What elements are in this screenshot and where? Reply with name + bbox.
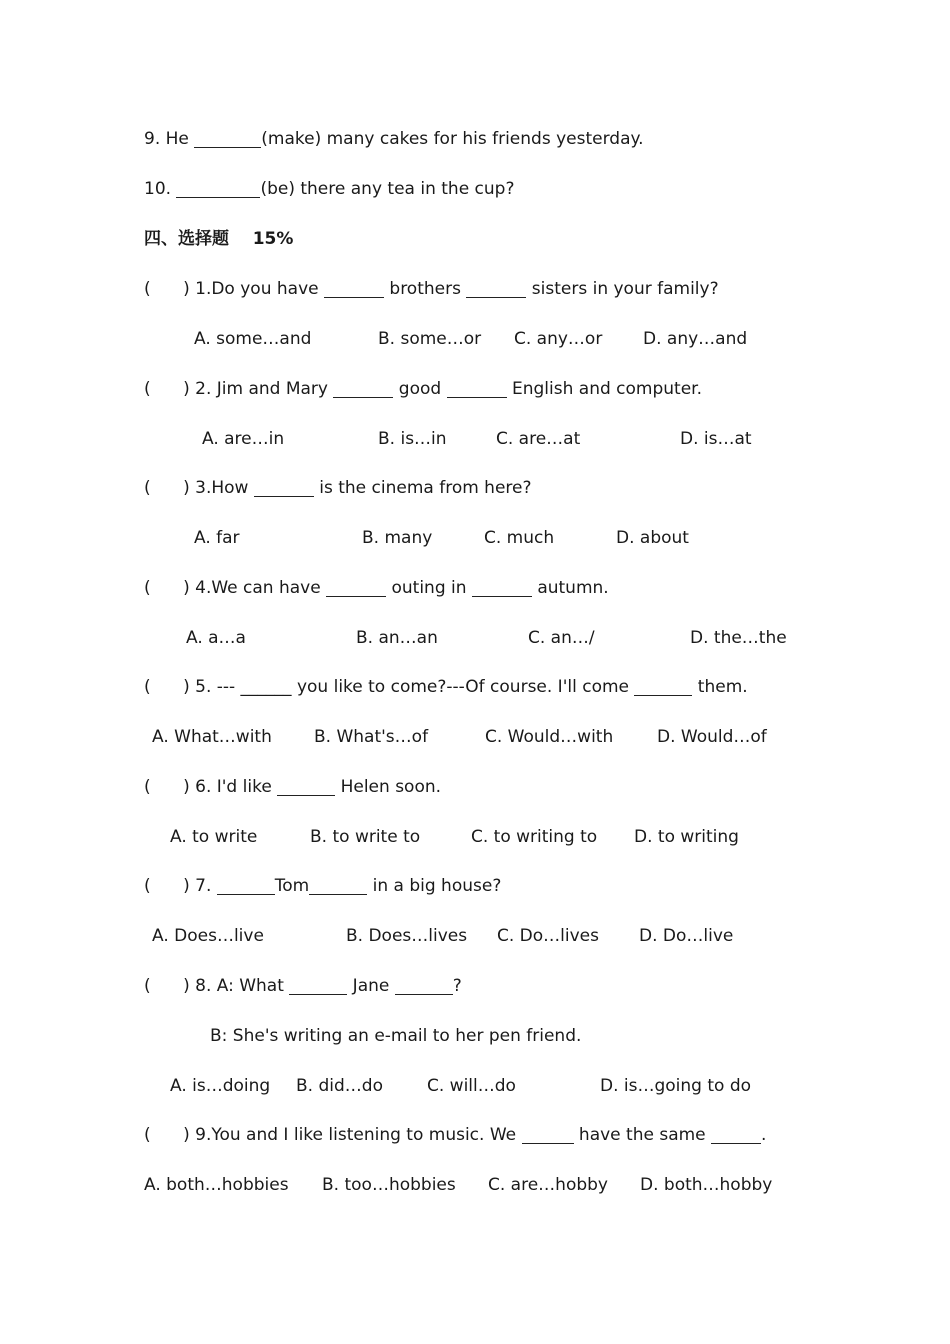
answer-blank[interactable] — [395, 975, 453, 995]
answer-bracket-open: ( — [144, 677, 151, 697]
option-a[interactable]: A. What…with — [152, 727, 272, 747]
fill-line-10 — [144, 178, 515, 200]
option-d[interactable]: D. Do…live — [639, 926, 734, 946]
option-d[interactable]: D. both…hobby — [640, 1175, 773, 1195]
option-a[interactable]: A. Does…live — [152, 926, 264, 946]
section-title: 四、选择题 — [144, 229, 229, 249]
answer-bracket-close: ) — [183, 279, 190, 299]
question-text: Jane — [347, 976, 395, 996]
option-a[interactable]: A. far — [194, 528, 240, 548]
option-b[interactable]: B. What's…of — [314, 727, 429, 747]
option-d[interactable]: D. Would…of — [657, 727, 767, 747]
fill-number: 9. He — [144, 129, 195, 149]
option-a[interactable]: A. both…hobbies — [144, 1175, 289, 1195]
option-b[interactable]: B. is…in — [378, 429, 447, 449]
question-text: 1.Do you have — [195, 279, 324, 299]
question-text: 3.How — [195, 478, 254, 498]
answer-blank[interactable] — [447, 378, 507, 398]
option-c[interactable]: C. are…at — [496, 429, 581, 449]
option-c[interactable]: C. Do…lives — [497, 926, 599, 946]
answer-bracket-open: ( — [144, 777, 151, 797]
question-text: 5. --- ______ you like to come?---Of course. I'll come — [195, 677, 635, 697]
option-d[interactable]: D. the…the — [690, 628, 787, 648]
option-b[interactable]: B. did…do — [296, 1076, 383, 1096]
option-b[interactable]: B. to write to — [310, 827, 421, 847]
answer-bracket-close: ) — [183, 379, 190, 399]
question-text: sisters in your family? — [526, 279, 719, 299]
answer-bracket-open: ( — [144, 578, 151, 598]
fill-line-9 — [144, 128, 644, 150]
answer-bracket-close: ) — [183, 1125, 190, 1145]
question-text: English and computer. — [506, 379, 702, 399]
answer-blank[interactable] — [289, 975, 347, 995]
answer-blank[interactable] — [254, 477, 314, 497]
option-c[interactable]: C. an…/ — [528, 628, 595, 648]
section-score: 15% — [252, 229, 294, 249]
question-text: in a big house? — [367, 876, 502, 896]
option-a[interactable]: A. some…and — [194, 329, 312, 349]
answer-blank[interactable] — [326, 577, 386, 597]
answer-bracket-open: ( — [144, 976, 151, 996]
question-text: Helen soon. — [335, 777, 442, 797]
option-c[interactable]: C. much — [484, 528, 555, 548]
option-b[interactable]: B. an…an — [356, 628, 438, 648]
answer-blank[interactable] — [634, 676, 692, 696]
dialogue-answer: B: She's writing an e-mail to her pen friend. — [210, 1026, 582, 1046]
answer-bracket-close: ) — [183, 777, 190, 797]
option-a[interactable]: A. to write — [170, 827, 258, 847]
question-text: 7. — [195, 876, 217, 896]
option-b[interactable]: B. many — [362, 528, 433, 548]
option-c[interactable]: C. will…do — [427, 1076, 516, 1096]
question-text: 4.We can have — [195, 578, 327, 598]
question-9 — [144, 1124, 766, 1146]
question-5 — [144, 676, 748, 698]
option-c[interactable]: C. are…hobby — [488, 1175, 608, 1195]
question-4 — [144, 577, 609, 599]
answer-bracket-close: ) — [183, 677, 190, 697]
question-7 — [144, 875, 501, 897]
option-c[interactable]: C. Would…with — [485, 727, 614, 747]
question-text: 9.You and I like listening to music. We — [195, 1125, 522, 1145]
answer-bracket-close: ) — [183, 976, 190, 996]
option-a[interactable]: A. is…doing — [170, 1076, 271, 1096]
fill-number: 10. — [144, 179, 177, 199]
answer-bracket-close: ) — [183, 478, 190, 498]
question-text: autumn. — [531, 578, 609, 598]
answer-blank[interactable] — [194, 128, 261, 148]
answer-blank[interactable] — [472, 577, 532, 597]
question-6 — [144, 776, 441, 798]
question-text: 2. Jim and Mary — [195, 379, 334, 399]
question-text: outing in — [386, 578, 472, 598]
option-a[interactable]: A. a…a — [186, 628, 246, 648]
question-text: have the same — [573, 1125, 712, 1145]
answer-blank[interactable] — [176, 178, 260, 198]
question-text: Tom — [274, 876, 310, 896]
option-d[interactable]: D. about — [616, 528, 689, 548]
option-d[interactable]: D. is…going to do — [600, 1076, 752, 1096]
answer-bracket-close: ) — [183, 578, 190, 598]
question-text: 6. I'd like — [195, 777, 278, 797]
question-8 — [144, 975, 462, 997]
option-b[interactable]: B. some…or — [378, 329, 482, 349]
answer-bracket-close: ) — [183, 876, 190, 896]
answer-bracket-open: ( — [144, 1125, 151, 1145]
question-2 — [144, 378, 702, 400]
answer-bracket-open: ( — [144, 876, 151, 896]
option-b[interactable]: B. Does…lives — [346, 926, 468, 946]
question-text: ? — [452, 976, 462, 996]
answer-blank[interactable] — [277, 776, 335, 796]
question-3 — [144, 477, 532, 499]
fill-text: (be) there any tea in the cup? — [260, 179, 515, 199]
option-c[interactable]: C. any…or — [514, 329, 603, 349]
answer-blank[interactable] — [309, 875, 367, 895]
question-text: good — [393, 379, 447, 399]
option-a[interactable]: A. are…in — [202, 429, 285, 449]
answer-bracket-open: ( — [144, 478, 151, 498]
answer-blank[interactable] — [217, 875, 275, 895]
answer-blank[interactable] — [522, 1124, 574, 1144]
answer-bracket-open: ( — [144, 279, 151, 299]
question-text: is the cinema from here? — [313, 478, 532, 498]
option-d[interactable]: D. is…at — [680, 429, 752, 449]
question-text: 8. A: What — [195, 976, 290, 996]
question-text: them. — [692, 677, 748, 697]
answer-blank[interactable] — [324, 278, 384, 298]
question-1 — [144, 278, 719, 300]
option-c[interactable]: C. to writing to — [471, 827, 598, 847]
question-text: . — [761, 1125, 767, 1145]
option-d[interactable]: D. to writing — [634, 827, 739, 847]
answer-bracket-open: ( — [144, 379, 151, 399]
fill-text: (make) many cakes for his friends yesterday. — [261, 129, 644, 149]
section-heading — [144, 228, 293, 250]
answer-blank[interactable] — [466, 278, 526, 298]
answer-blank[interactable] — [711, 1124, 761, 1144]
option-d[interactable]: D. any…and — [643, 329, 748, 349]
option-b[interactable]: B. too…hobbies — [322, 1175, 456, 1195]
question-text: brothers — [384, 279, 467, 299]
answer-blank[interactable] — [333, 378, 393, 398]
